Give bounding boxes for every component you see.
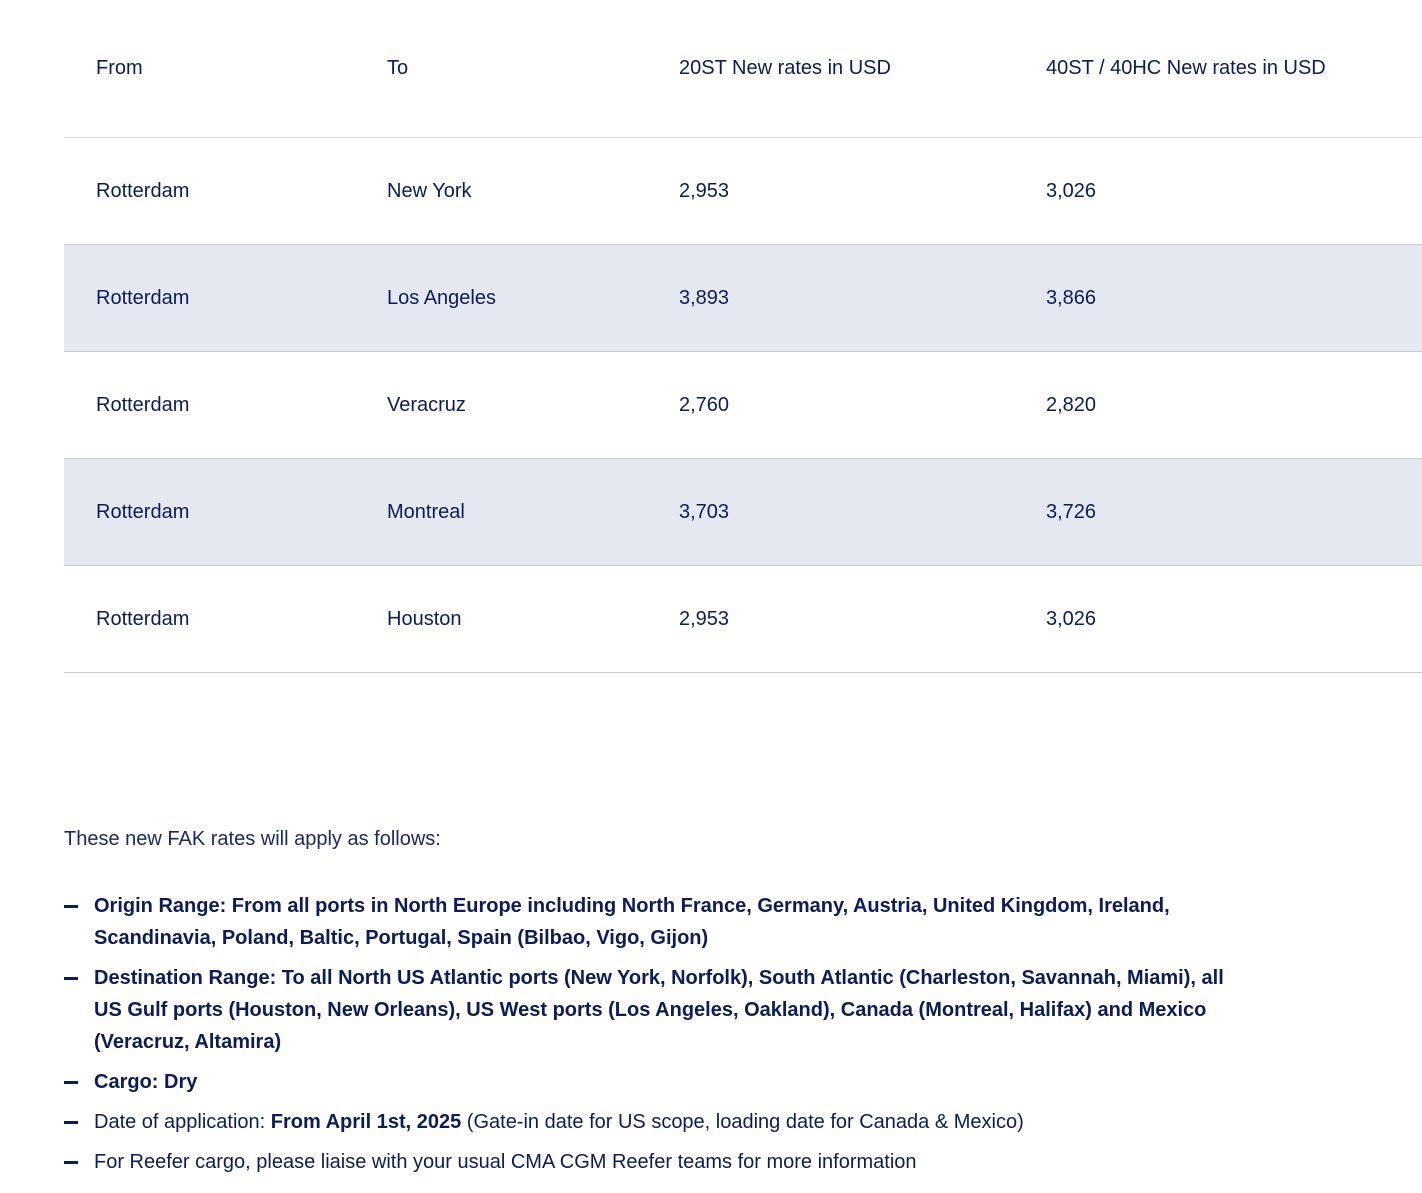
list-item-origin-range <box>64 890 1254 954</box>
dash-bullet-icon <box>64 1121 78 1124</box>
cell-20st-rate: 2,953 <box>679 607 730 630</box>
cell-40st-rate: 3,866 <box>1046 286 1097 309</box>
cell-to: Montreal <box>387 500 465 523</box>
cell-40st-rate: 3,026 <box>1046 607 1097 630</box>
cargo-text: Cargo: Dry <box>94 1071 198 1093</box>
date-note: (Gate-in date for US scope, loading date for Canada & Mexico) <box>461 1111 1024 1133</box>
cell-20st-rate: 3,703 <box>679 500 730 523</box>
list-item-reefer <box>64 1146 1254 1178</box>
cell-to: New York <box>387 179 472 202</box>
list-item-destination-range <box>64 962 1254 1058</box>
cell-from: Rotterdam <box>96 286 190 309</box>
reefer-text: For Reefer cargo, please liaise with your usual CMA CGM Reefer teams for more information <box>94 1151 917 1173</box>
table-header-row <box>64 0 1422 137</box>
dash-bullet-icon <box>64 1081 78 1084</box>
cell-20st-rate: 3,893 <box>679 286 730 309</box>
table-row <box>64 458 1422 565</box>
cell-from: Rotterdam <box>96 393 190 416</box>
dash-bullet-icon <box>64 1161 78 1164</box>
intro-text: These new FAK rates will apply as follows: <box>64 828 441 850</box>
cell-20st-rate: 2,953 <box>679 179 730 202</box>
cell-40st-rate: 3,726 <box>1046 500 1097 523</box>
date-value: From April 1st, 2025 <box>270 1111 462 1133</box>
header-from: From <box>64 0 355 137</box>
cell-from: Rotterdam <box>96 607 190 630</box>
dash-bullet-icon <box>64 905 78 908</box>
cell-to: Veracruz <box>387 393 466 416</box>
table-row <box>64 351 1422 458</box>
cell-40st-rate: 2,820 <box>1046 393 1097 416</box>
origin-range-text: Origin Range: From all ports in North Europe including North France, Germany, Austria, United Kingdom, Ireland, Scandinavia, Poland, Baltic, Portugal, Spain (Bilbao, Vigo, Gijon) <box>94 895 1170 949</box>
list-item-cargo <box>64 1066 1254 1098</box>
table-row <box>64 244 1422 351</box>
header-40st-40hc-rate: 40ST / 40HC New rates in USD <box>1014 0 1422 137</box>
header-to: To <box>355 0 647 137</box>
cell-from: Rotterdam <box>96 500 190 523</box>
cell-40st-rate: 3,026 <box>1046 179 1097 202</box>
date-label: Date of application: <box>94 1111 271 1133</box>
table-row <box>64 137 1422 244</box>
list-item-date-of-application <box>64 1106 1254 1138</box>
conditions-list <box>64 890 1254 1186</box>
cell-to: Houston <box>387 607 462 630</box>
table-row <box>64 565 1422 672</box>
cell-from: Rotterdam <box>96 179 190 202</box>
header-20st-rate: 20ST New rates in USD <box>647 0 1014 137</box>
cell-20st-rate: 2,760 <box>679 393 730 416</box>
destination-range-text: Destination Range: To all North US Atlantic ports (New York, Norfolk), South Atlantic (Charleston, Savannah, Miami), all US Gulf ports (Houston, New Orleans), US West ports (Los Angeles, Oakland), Canada (Montreal, Halifax) and Mexico (Veracruz, Altamira) <box>94 967 1224 1053</box>
rates-table <box>64 0 1422 673</box>
dash-bullet-icon <box>64 977 78 980</box>
cell-to: Los Angeles <box>387 286 496 309</box>
